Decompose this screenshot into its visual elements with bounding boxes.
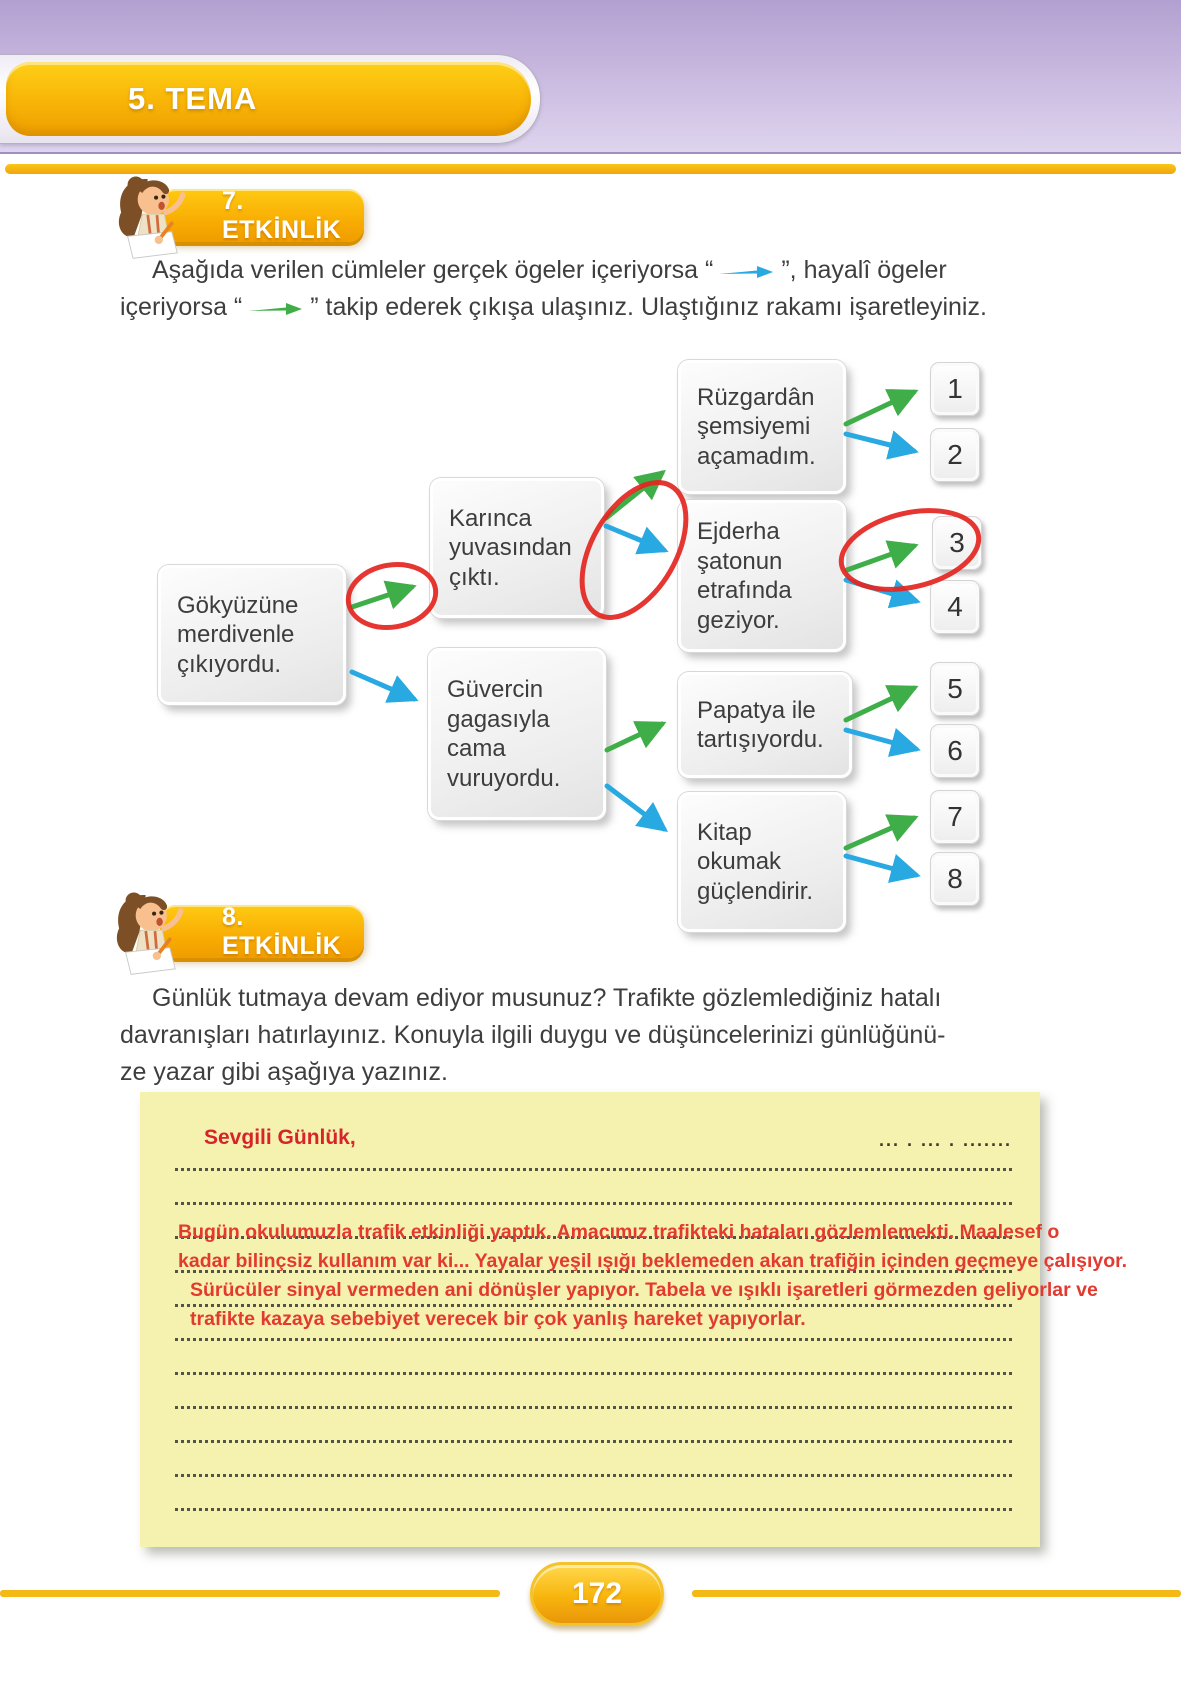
answer-key-1[interactable]: 1 (930, 362, 980, 416)
sentence-box-guvercin: Güvercin gagasıyla cama vuruyordu. (428, 648, 606, 820)
theme-header (0, 0, 1181, 154)
diary-dotted-line (175, 1406, 1012, 1409)
diary-entry-line: trafikte kazaya sebebiyet verecek bir çok yanlış hareket yapıyorlar. (190, 1308, 806, 1330)
sentence-box-ruzgardan: Rüzgardân şemsiyemi açamadım. (678, 360, 846, 494)
diary-dotted-line (175, 1508, 1012, 1511)
diary-salutation: Sevgili Günlük, (204, 1126, 356, 1149)
blue-arrow (607, 786, 664, 829)
activity-7-badge-label: 7. ETKİNLİK (222, 186, 342, 244)
sentence-box-papatya: Papatya ile tartışıyordu. (678, 672, 852, 778)
green-arrow-icon (248, 301, 304, 317)
blue-arrow (846, 580, 916, 601)
sentence-box-gokyuzune: Gökyüzüne merdivenle çıkıyordu. (158, 565, 346, 705)
instruction-line-2: içeriyorsa “ ” takip ederek çıkışa ulaşınız. Ulaştığınız rakamı işaretleyiniz. (120, 293, 987, 321)
diary-dotted-line (175, 1338, 1012, 1341)
diary-dotted-line (175, 1440, 1012, 1443)
green-arrow (607, 724, 662, 750)
blue-arrow (846, 730, 916, 749)
red-pen-circle (343, 558, 440, 634)
blue-arrow (846, 856, 916, 875)
writing-girl-icon (104, 170, 210, 262)
theme-banner-outline (0, 54, 541, 144)
page-number: 172 (571, 1577, 623, 1610)
instruction-line: davranışları hatırlayınız. Konuyla ilgili duygu ve düşüncelerinizi günlüğünü- (120, 1021, 946, 1049)
blue-arrow (606, 526, 664, 550)
activity-7-instruction (120, 252, 987, 326)
answer-key-2[interactable]: 2 (930, 428, 980, 482)
sentence-box-karinca: Karınca yuvasından çıktı. (430, 478, 604, 618)
activity-8-instruction (120, 980, 945, 1091)
blue-arrow-icon (719, 264, 775, 280)
instruction-line: Günlük tutmaya devam ediyor musunuz? Trafikte gözlemlediğiniz hatalı (152, 984, 942, 1012)
answer-key-5[interactable]: 5 (930, 662, 980, 716)
diary-handwritten-entry (178, 1218, 1181, 1334)
theme-banner (6, 62, 531, 136)
diary-entry-line: kadar bilinçsiz kullanım var ki... Yayalar yeşil ışığı beklemeden akan trafiğin içinden geçmeye çalışıyor. (178, 1250, 1128, 1272)
diary-entry-line: Bugün okulumuzla trafik etkinliği yaptık. Amacımız trafikteki hataları gözlemlemekti. Maalesef o (178, 1221, 1060, 1243)
blue-arrow (846, 434, 914, 451)
sentence-box-ejderha: Ejderha şatonun etrafında geziyor. (678, 500, 846, 652)
diary-dotted-line (175, 1372, 1012, 1375)
answer-key-6[interactable]: 6 (930, 724, 980, 778)
footer-rule-left (0, 1590, 500, 1597)
instruction-line: ze yazar gibi aşağıya yazınız. (120, 1058, 448, 1086)
sentence-box-kitap: Kitap okumak güçlendirir. (678, 792, 846, 932)
theme-title: 5. TEMA (128, 81, 258, 116)
page-number-badge (530, 1562, 664, 1626)
diary-dotted-line (175, 1202, 1012, 1205)
diary-date-dots: ... . ... . ....... (878, 1130, 1012, 1150)
green-arrow (847, 546, 914, 570)
footer-rule-right (692, 1590, 1181, 1597)
answer-key-4[interactable]: 4 (930, 580, 980, 634)
answer-key-3[interactable]: 3 (932, 516, 982, 570)
blue-arrow (352, 672, 414, 699)
instruction-line-1: Aşağıda verilen cümleler gerçek ögeler içeriyorsa “ ”, hayalî ögeler (152, 256, 947, 284)
green-arrow (352, 587, 412, 607)
diary-dotted-line (175, 1474, 1012, 1477)
diary-dotted-line (175, 1168, 1012, 1171)
green-arrow (846, 688, 914, 720)
answer-key-7[interactable]: 7 (930, 790, 980, 844)
green-arrow (846, 818, 914, 848)
diary-entry-line: Sürücüler sinyal vermeden ani dönüşler yapıyor. Tabela ve ışıklı işaretleri görmezden geliyorlar ve (190, 1279, 1098, 1301)
diary-note[interactable] (140, 1092, 1128, 1547)
green-arrow (846, 392, 914, 424)
activity-8-badge-label: 8. ETKİNLİK (222, 902, 342, 960)
writing-girl-icon (102, 886, 208, 978)
answer-key-8[interactable]: 8 (930, 852, 980, 906)
green-arrow (606, 473, 662, 518)
